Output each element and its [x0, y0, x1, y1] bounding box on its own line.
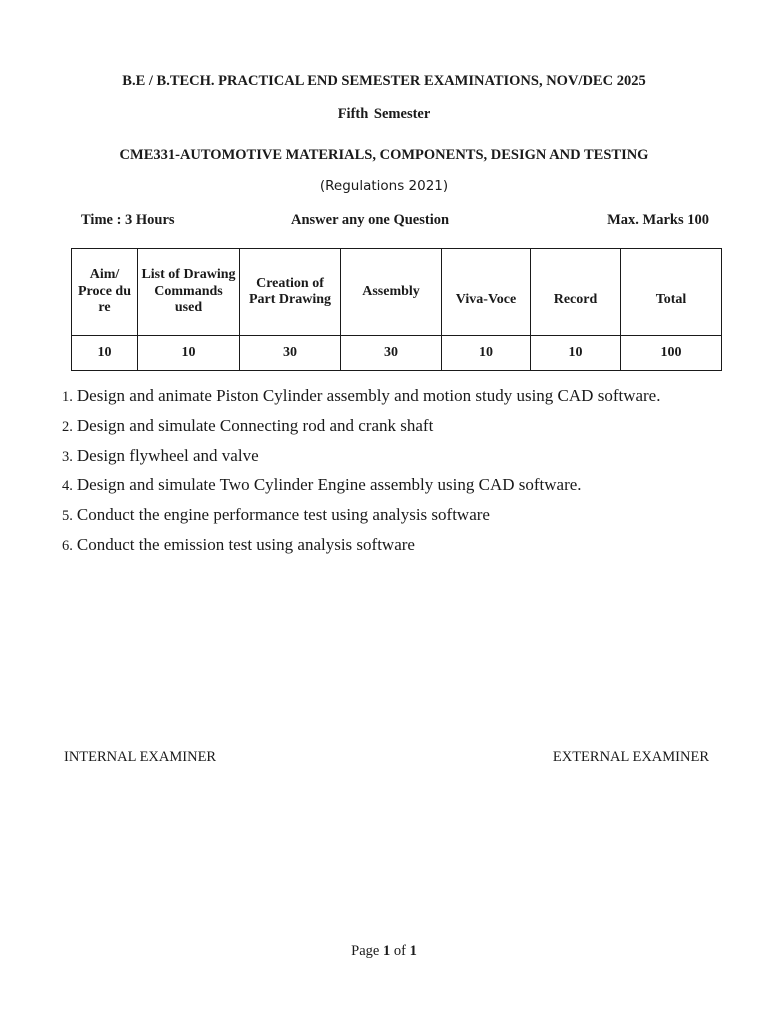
- max-marks: Max. Marks 100: [607, 212, 709, 228]
- question-text: Design and simulate Two Cylinder Engine assembly using CAD software.: [76, 475, 582, 495]
- column-header-drawing-commands: List of Drawing Commands used: [138, 249, 240, 336]
- subject-title: CME331-AUTOMOTIVE MATERIALS, COMPONENTS, DESIGN AND TESTING: [119, 147, 649, 163]
- marks-cell-aim-procedure: 10: [72, 336, 138, 371]
- question-number: 4.: [62, 478, 73, 495]
- column-header-viva-voce: Viva-Voce: [442, 249, 531, 336]
- exam-instruction: Answer any one Question: [291, 212, 450, 228]
- question-item: [62, 414, 660, 444]
- page-number-footer: [0, 943, 768, 960]
- marks-table-header-row: [72, 249, 722, 336]
- regulations-label: (Regulations 2021): [319, 178, 449, 194]
- question-text: Design flywheel and valve: [76, 445, 259, 465]
- page-current: 1: [382, 943, 391, 959]
- column-header-total: Total: [621, 249, 722, 336]
- question-text: Conduct the emission test using analysis software: [76, 534, 415, 554]
- question-item: [62, 533, 660, 563]
- marks-table-row: [72, 336, 722, 371]
- question-text: Design and simulate Connecting rod and crank shaft: [76, 415, 434, 435]
- column-header-part-drawing: Creation of Part Drawing: [240, 249, 341, 336]
- marks-cell-assembly: 30: [341, 336, 442, 371]
- question-item: [62, 444, 660, 474]
- column-header-record: Record: [531, 249, 621, 336]
- column-header-assembly: Assembly: [341, 249, 442, 336]
- question-text: Conduct the engine performance test using analysis software: [76, 505, 490, 525]
- marks-allocation-table: [71, 248, 722, 371]
- external-examiner-label: EXTERNAL EXAMINER: [552, 749, 709, 765]
- page-total: 1: [409, 943, 417, 959]
- marks-cell-part-drawing: 30: [240, 336, 341, 371]
- exam-duration: Time : 3 Hours: [81, 212, 175, 228]
- question-list: [62, 384, 660, 563]
- page-word: Page: [351, 943, 380, 959]
- question-number: 2.: [62, 418, 73, 435]
- question-number: 6.: [62, 537, 73, 554]
- marks-cell-viva-voce: 10: [442, 336, 531, 371]
- question-number: 1.: [62, 389, 73, 405]
- question-number: 5.: [62, 508, 73, 525]
- exam-title: B.E / B.TECH. PRACTICAL END SEMESTER EXAMINATIONS, NOV/DEC 2025: [122, 73, 646, 89]
- of-word: of: [393, 943, 406, 959]
- question-item: [62, 384, 660, 414]
- column-header-aim-procedure: Aim/ Proce du re: [72, 249, 138, 336]
- question-number: 3.: [62, 448, 73, 465]
- internal-examiner-label: INTERNAL EXAMINER: [64, 749, 217, 765]
- question-item: [62, 503, 660, 533]
- question-item: [62, 473, 660, 503]
- question-text: Design and animate Piston Cylinder assembly and motion study using CAD software.: [76, 386, 661, 405]
- marks-cell-drawing-commands: 10: [138, 336, 240, 371]
- semester-label: Fifth Semester: [337, 106, 431, 122]
- marks-cell-record: 10: [531, 336, 621, 371]
- marks-cell-total: 100: [621, 336, 722, 371]
